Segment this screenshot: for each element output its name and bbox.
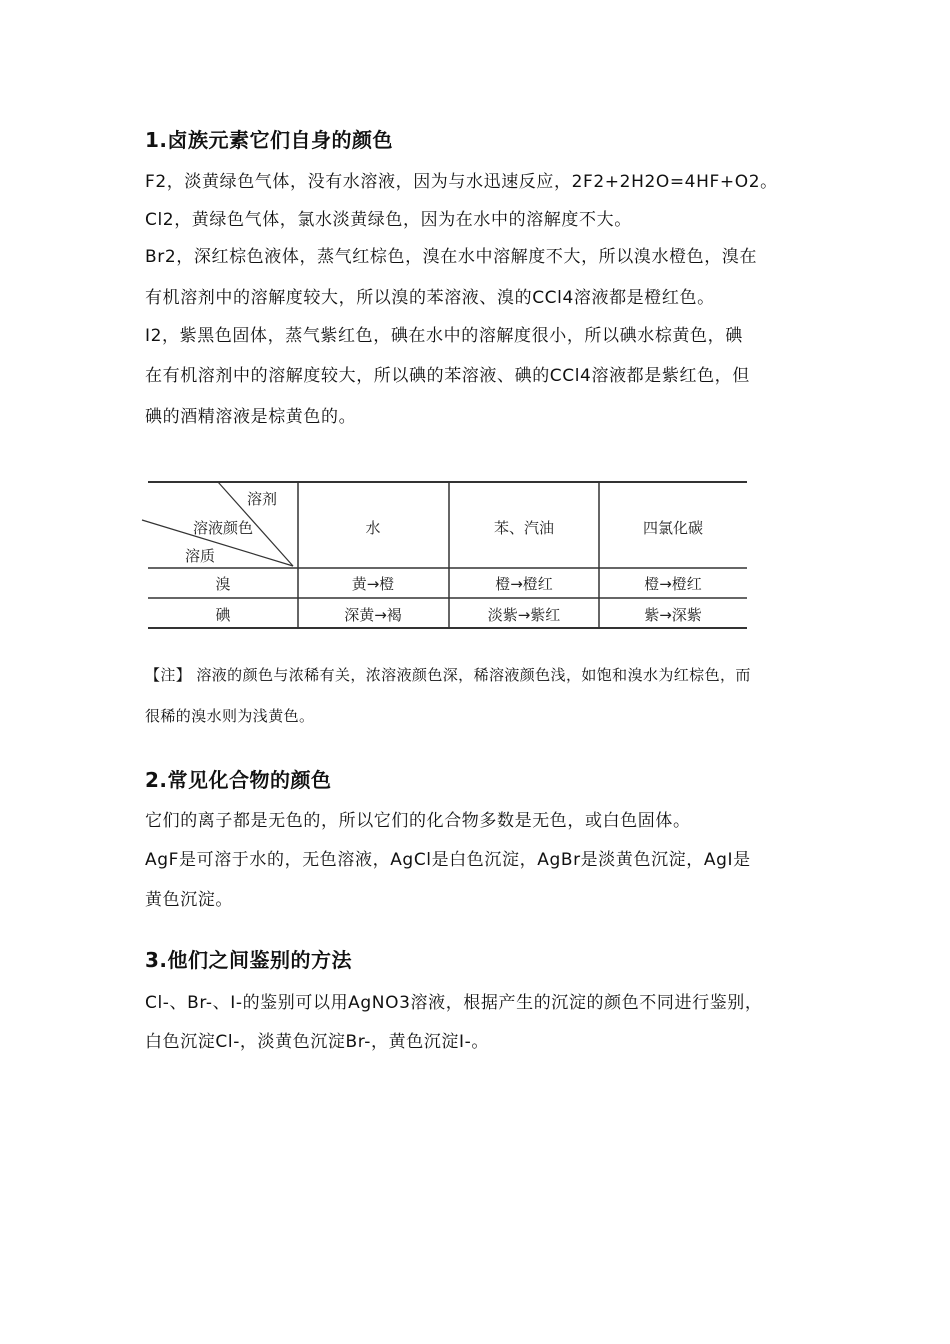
column-header: 苯、汽油 (493, 519, 555, 537)
section1-line: F2，淡黄绿色气体，没有水溶液，因为与水迅速反应，2F2+2H2O=4HF+O2。 (145, 172, 778, 192)
section2-line: 它们的离子都是无色的，所以它们的化合物多数是无色，或白色固体。 (145, 811, 691, 831)
section3-title: 3.他们之间鉴别的方法 (145, 948, 353, 972)
section1-line: 在有机溶剂中的溶解度较大，所以碘的苯溶液、碘的CCl4溶液都是紫红色，但 (145, 366, 750, 386)
note-line: 很稀的溴水则为浅黄色。 (145, 707, 315, 725)
section1-line: Br2，深红棕色液体，蒸气红棕色，溴在水中溶解度不大，所以溴水橙色，溴在 (145, 247, 758, 267)
section1-line: 碘的酒精溶液是棕黄色的。 (145, 407, 357, 427)
color-table (140, 476, 752, 636)
section3-line: 白色沉淀Cl-，淡黄色沉淀Br-，黄色沉淀I-。 (145, 1032, 489, 1052)
corner-solute-label: 溶质 (185, 547, 216, 565)
section2-title: 2.常见化合物的颜色 (145, 768, 332, 792)
column-header: 水 (365, 519, 381, 537)
corner-color-label: 溶液颜色 (193, 519, 254, 537)
table-cell: 淡紫→紫红 (487, 606, 561, 624)
table-cell: 橙→橙红 (644, 575, 702, 593)
table-cell: 橙→橙红 (495, 575, 553, 593)
row-solute: 碘 (215, 606, 231, 624)
row-solute: 溴 (215, 575, 231, 593)
section1-line: Cl2，黄绿色气体，氯水淡黄绿色，因为在水中的溶解度不大。 (145, 210, 632, 230)
section2-line: AgF是可溶于水的，无色溶液，AgCl是白色沉淀，AgBr是淡黄色沉淀，AgI是 (145, 850, 751, 870)
section2-line: 黄色沉淀。 (145, 890, 233, 910)
table-cell: 深黄→褐 (344, 606, 402, 624)
section1-title: 1.卤族元素它们自身的颜色 (145, 128, 394, 152)
table-cell: 黄→橙 (351, 575, 395, 593)
corner-solvent-label: 溶剂 (247, 490, 278, 508)
note-line: 【注】 溶液的颜色与浓稀有关，浓溶液颜色深，稀溶液颜色浅，如饱和溴水为红棕色，而 (145, 666, 751, 684)
table-cell: 紫→深紫 (644, 606, 702, 624)
section3-line: Cl-、Br-、I-的鉴别可以用AgNO3溶液，根据产生的沉淀的颜色不同进行鉴别， (145, 993, 763, 1013)
column-header: 四氯化碳 (642, 519, 704, 537)
section1-line: I2，紫黑色固体，蒸气紫红色，碘在水中的溶解度很小，所以碘水棕黄色，碘 (145, 326, 743, 346)
section1-line: 有机溶剂中的溶解度较大，所以溴的苯溶液、溴的CCl4溶液都是橙红色。 (145, 288, 715, 308)
